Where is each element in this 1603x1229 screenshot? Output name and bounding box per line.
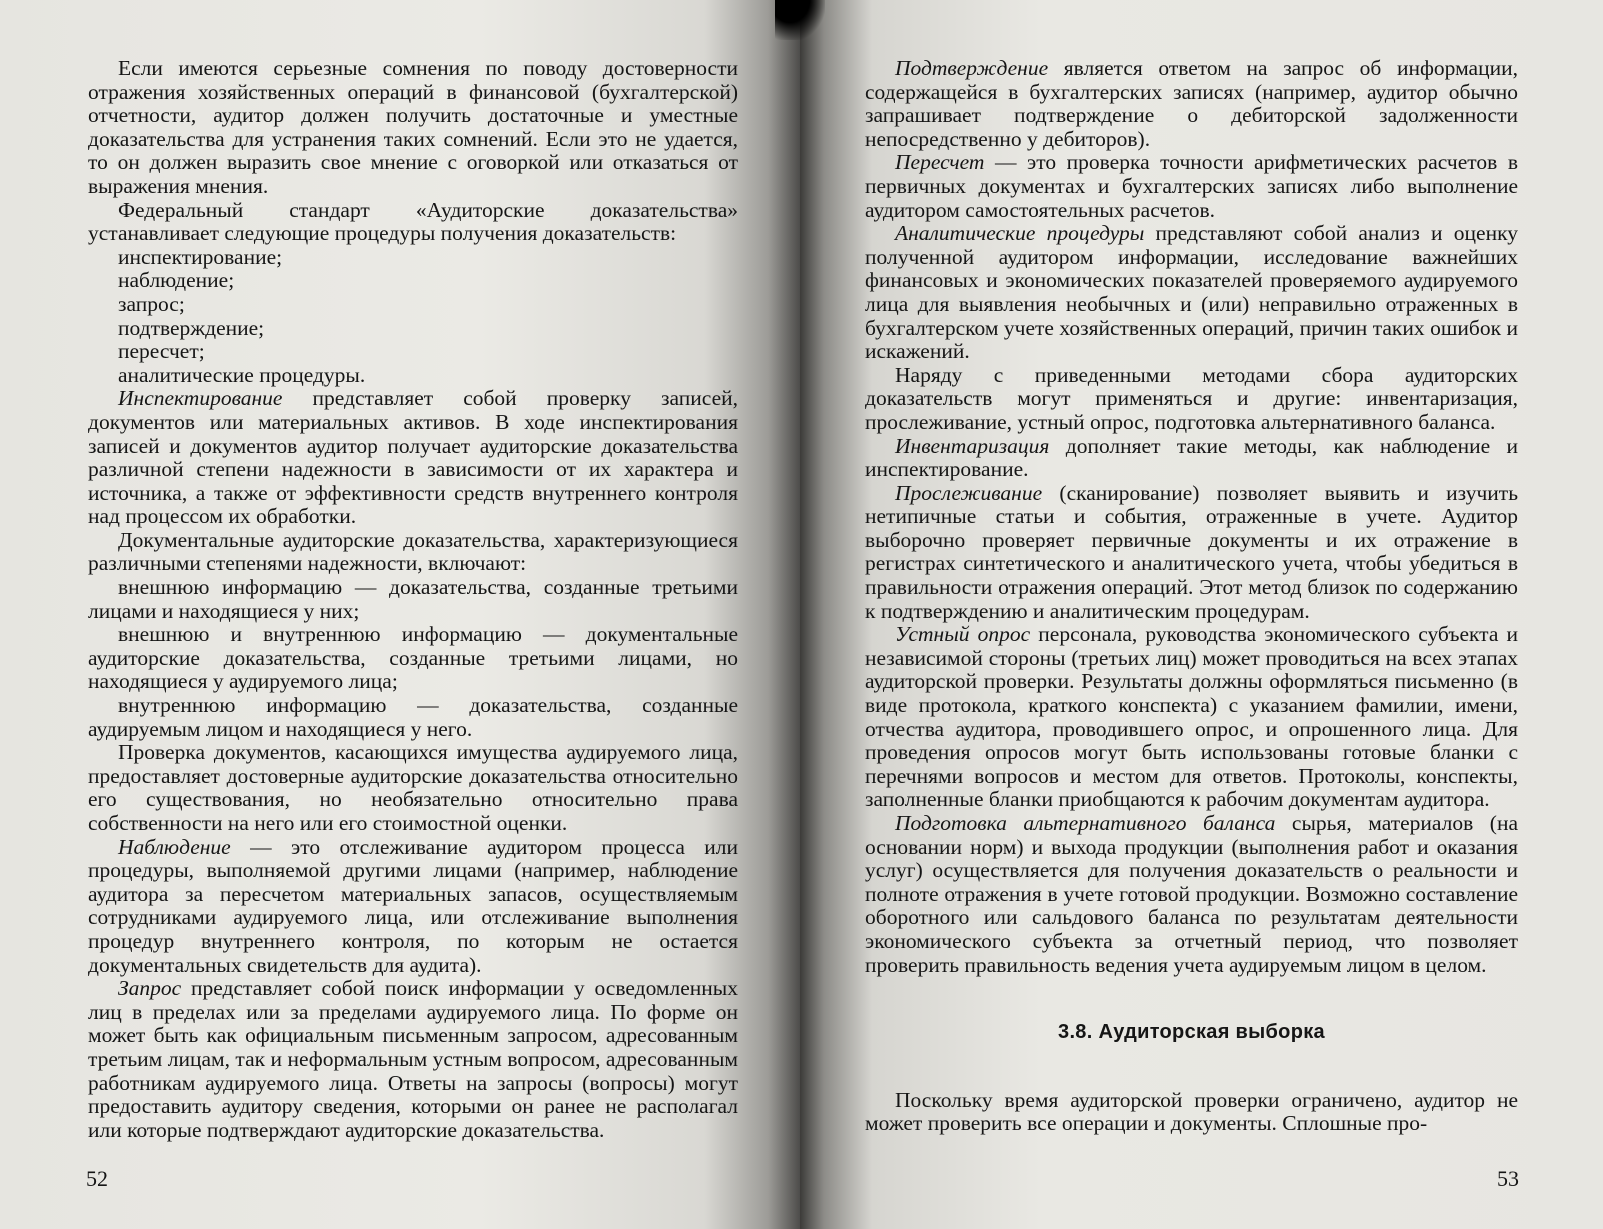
right-page-text <box>865 57 1518 1136</box>
paragraph-text: является ответом на запрос об информации, содержащейся в бухгалтерских записях (например, аудитор обычно запрашивает подтверждение о дебиторской задолженности непосредственно у дебиторов). <box>865 56 1518 151</box>
paragraph: Федеральный стандарт «Аудиторские доказательства» устанавливает следующие процедуры получения доказательств: <box>88 197 738 246</box>
paragraph-text: представляет собой поиск информации у осведомленных лиц в пределах или за пределами аудируемого лица. По форме он может быть как официальным письменным запросом, адресованным третьим лицам, так и неформальным устным вопросом, адресованным работникам аудируемого лица. Ответы на запросы (вопросы) могут предоставить аудитору сведения, которыми он ранее не располагал или которые подтверждают аудиторские доказательства. <box>88 976 738 1142</box>
section-heading: 3.8. Аудиторская выборка <box>1058 1021 1325 1044</box>
right-page <box>800 0 1603 1229</box>
paragraph-text: представляют собой анализ и оценку полученной аудитором информации, исследование важнейших финансовых и экономических показателей проверяемого аудируемого лица для выявления необычных и (или) неправильно отраженных в бухгалтерском учете хозяйственных операций, причин таких ошибок и искажений. <box>865 221 1518 364</box>
paragraph-text: (сканирование) позволяет выявить и изучить нетипичные статьи и события, отраженные в учете. Аудитор выборочно проверяет первичные документы и их отражение в регистрах синтетического и аналитического учета, чтобы убедиться в правильности отражения операций. Этот метод близок по содержанию к подтверждению и аналитическим процедурам. <box>865 480 1518 623</box>
paragraph <box>88 977 738 1142</box>
list-item: подтверждение; <box>118 315 265 340</box>
list-item: аналитические процедуры. <box>118 362 366 387</box>
paragraph <box>865 222 1518 364</box>
term: Устный опрос <box>895 622 1031 647</box>
term: Запрос <box>118 976 182 1001</box>
paragraph-text: представляет собой проверку записей, документов или материальных активов. В ходе инспектирования записей и документов аудитор получает аудиторские доказательства различной степени надежности в зависимости от их характера и источника, а также от эффективности средств внутреннего контроля над процессом их обработки. <box>88 386 738 529</box>
paragraph: Документальные аудиторские доказательства, характеризующиеся различными степенями надежности, включают: <box>88 527 738 576</box>
paragraph: Если имеются серьезные сомнения по поводу достоверности отражения хозяйственных операций в финансовой (бухгалтерской) отчетности, аудитор должен получить достаточные и уместные доказательства для устранения таких сомнений. Если это не удается, то он должен выразить свое мнение с оговоркой или отказаться от выражения мнения. <box>88 56 738 198</box>
paragraph-text: сырья, материалов (на основании норм) и выхода продукции (выполнения работ и оказания услуг) осуществляется для получения доказательств о реальности и полноте отражения в учете готовой продукции. Возможно составление оборотного или сальдового баланса по результатам деятельности экономического субъекта за отчетный период, что позволяет проверить правильность ведения учета аудируемым лицом в целом. <box>865 811 1518 977</box>
list-item: внешнюю информацию — доказательства, созданные третьими лицами и находящиеся у них; <box>88 575 738 623</box>
paragraph <box>865 151 1518 222</box>
page-number: 53 <box>1497 1166 1519 1192</box>
paragraph: Поскольку время аудиторской проверки ограничено, аудитор не может проверить все операции и документы. Сплошные про- <box>865 1087 1518 1136</box>
book-spine-shadow <box>775 0 825 40</box>
paragraph <box>865 435 1518 482</box>
list-item: запрос; <box>118 291 185 316</box>
paragraph <box>865 812 1518 977</box>
paragraph <box>865 57 1518 151</box>
term: Подтверждение <box>895 56 1049 80</box>
term: Аналитические процедуры <box>895 221 1145 246</box>
list-item: пересчет; <box>118 339 205 364</box>
term: Инвентаризация <box>895 433 1050 458</box>
list-item: наблюдение; <box>118 268 235 293</box>
paragraph-text: — это отслеживание аудитором процесса или процедуры, выполняемой другими лицами (например, наблюдение аудитора за пересчетом материальных запасов, осуществляемым сотрудниками аудируемого лица, или отслеживание выполнения процедур внутреннего контроля, по которым не остается документальных свидетельств для аудита). <box>88 834 738 977</box>
left-page <box>0 0 800 1229</box>
list-item: внешнюю и внутреннюю информацию — документальные аудиторские доказательства, созданные третьими лицами, но находящиеся у аудируемого лица; <box>88 622 738 694</box>
term: Инспектирование <box>118 386 283 411</box>
paragraph <box>865 482 1518 624</box>
paragraph: Проверка документов, касающихся имущества аудируемого лица, предоставляет достоверные аудиторские доказательства относительно его существования, но необязательно относительно права собственности на него или его стоимостной оценки. <box>88 740 738 835</box>
page-number: 52 <box>86 1166 108 1192</box>
paragraph: Наряду с приведенными методами сбора аудиторских доказательств могут применяться и другие: инвентаризация, прослеживание, устный опрос, подготовка альтернативного баланса. <box>865 362 1518 434</box>
list-item: внутреннюю информацию — доказательства, созданные аудируемым лицом и находящиеся у него. <box>88 693 738 741</box>
paragraph-text: дополняет такие методы, как наблюдение и инспектирование. <box>865 433 1518 482</box>
paragraph-text: персонала, руководства экономического субъекта и независимой стороны (третьих лиц) может проводиться на всех этапах аудиторской проверки. Результаты должны оформляться письменно (в виде протокола, краткого конспекта) с указанием фамилии, имени, отчества аудитора, проводившего опрос, и опрошенного лица. Для проведения опросов могут быть использованы готовые бланки с перечнями вопросов и местом для ответов. Протоколы, конспекты, заполненные бланки приобщаются к рабочим документам аудитора. <box>865 622 1518 812</box>
term: Прослеживание <box>895 480 1043 505</box>
paragraph <box>865 623 1518 812</box>
paragraph <box>88 387 738 529</box>
term: Подготовка альтернативного баланса <box>895 811 1276 835</box>
paragraph <box>88 836 738 978</box>
term: Наблюдение <box>118 834 231 859</box>
paragraph-text: — это проверка точности арифметических расчетов в первичных документах и бухгалтерских записях либо выполнение аудитором самостоятельных расчетов. <box>865 150 1518 222</box>
term: Пересчет <box>895 150 985 175</box>
left-page-text <box>88 57 738 1142</box>
list-item: инспектирование; <box>118 244 283 269</box>
